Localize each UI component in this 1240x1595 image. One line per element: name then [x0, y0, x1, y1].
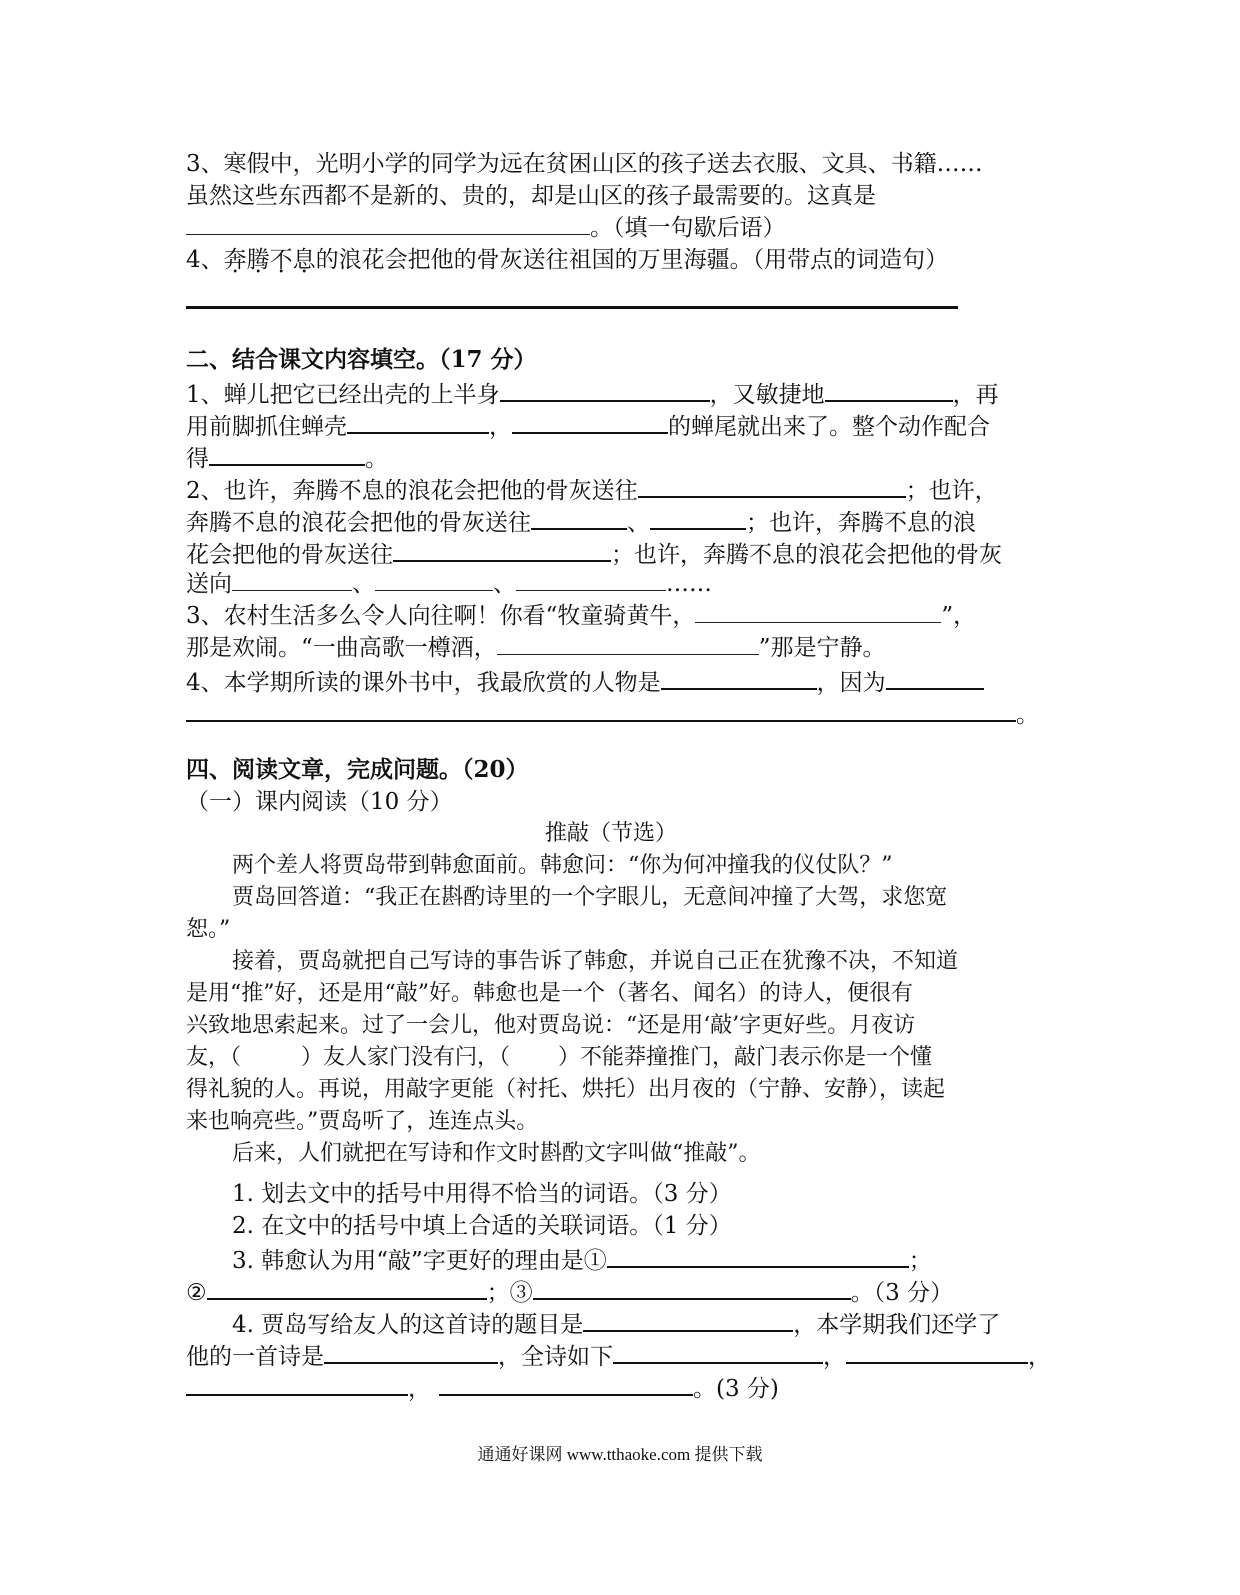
text: 送向	[186, 571, 232, 597]
blank-reason-3[interactable]	[533, 1274, 851, 1300]
article-para	[186, 1042, 1036, 1074]
question-1: 1. 划去文中的括号中用得不恰当的词语。（3 分）	[232, 1181, 732, 1207]
article-para: 两个差人将贾岛带到韩愈面前。韩愈问：“你为何冲撞我的仪仗队？”	[232, 853, 893, 878]
article-title: 推敲（节选）	[544, 821, 677, 846]
text: ；也许，奔腾不息的浪花会把他的骨灰	[611, 542, 1002, 568]
text: ，全诗如下	[498, 1344, 613, 1370]
blank-14[interactable]	[497, 632, 759, 655]
text: 。	[365, 446, 388, 472]
text: 。（3 分）	[850, 1280, 954, 1306]
article-para: 兴致地思索起来。过了一会儿，他对贾岛说：“还是用‘敲’字更好些。月夜访	[186, 1013, 916, 1038]
text: 、	[493, 571, 516, 597]
question-4	[186, 1306, 1036, 1338]
text: 友，（	[186, 1045, 242, 1070]
q3-line-a	[186, 148, 1036, 180]
text: 花会把他的骨灰送往	[186, 542, 393, 568]
p2-line3	[186, 440, 1036, 472]
p2-line11	[186, 696, 1039, 728]
blank-11[interactable]	[375, 568, 493, 591]
text: ；③	[486, 1280, 533, 1306]
text: ”，	[941, 603, 977, 629]
text: ；	[908, 1248, 932, 1274]
blank-5[interactable]	[209, 440, 365, 466]
text: 。(3 分)	[693, 1376, 779, 1402]
text: ，又敏捷地	[709, 382, 825, 408]
question-4-cont	[186, 1338, 1051, 1370]
text: 、	[352, 571, 375, 597]
dotted-char: 奔	[223, 247, 247, 273]
blank-verse-1[interactable]	[613, 1338, 823, 1364]
q3-text-a: 3、寒假中，光明小学的同学为远在贫困山区的孩子送去衣服、文具、书籍……	[186, 151, 983, 177]
p2-line8	[186, 600, 1036, 632]
text: ”那是宁静。	[758, 635, 886, 661]
p2-line5	[186, 504, 1036, 536]
blank-17[interactable]	[186, 696, 1016, 722]
question-4-cont2	[186, 1370, 1036, 1402]
blank-8[interactable]	[650, 504, 746, 530]
blank-15[interactable]	[661, 664, 817, 690]
part2-heading: 二、结合课文内容填空。（17 分）	[186, 346, 537, 373]
text: ，	[408, 1376, 431, 1402]
blank-9[interactable]	[393, 536, 611, 562]
text: ，因为	[816, 670, 886, 696]
question-3	[186, 1242, 1036, 1274]
blank-6[interactable]	[638, 472, 906, 498]
blank-12[interactable]	[516, 568, 666, 591]
q4-line	[186, 244, 1036, 276]
text: 3、农村生活多么令人向往啊！你看“牧童骑黄牛，	[186, 603, 696, 629]
p2-line6	[186, 536, 1036, 568]
text: ②	[186, 1280, 207, 1306]
text: 他的一首诗是	[186, 1344, 324, 1370]
blank-verse-4[interactable]	[439, 1370, 693, 1396]
q3-line-c	[186, 212, 1036, 244]
blank-10[interactable]	[232, 568, 352, 591]
text: 4、本学期所读的课外书中，我最欣赏的人物是	[186, 670, 661, 696]
article-para: 是用“推”好，还是用“敲”好。韩愈也是一个（著名、闻名）的诗人，便很有	[186, 981, 913, 1006]
text: ）友人家门没有闩，（	[301, 1045, 511, 1070]
article-para: 得礼貌的人。再说，用敲字更能（衬托、烘托）出月夜的（宁静、安静），读起	[186, 1077, 946, 1102]
blank-poem-name[interactable]	[324, 1338, 498, 1364]
blank-7[interactable]	[531, 504, 627, 530]
q3-line-b	[186, 180, 1036, 212]
blank-q4-sentence[interactable]	[186, 276, 958, 309]
text: 4. 贾岛写给友人的这首诗的题目是	[232, 1312, 584, 1338]
q3-text-b: 虽然这些东西都不是新的、贵的，却是山区的孩子最需要的。这真是	[186, 183, 876, 209]
article-para: 恕。”	[186, 917, 231, 942]
text: ，	[489, 414, 512, 440]
text: 得	[186, 446, 209, 472]
text: 。	[1016, 702, 1039, 728]
question-3-cont	[186, 1274, 1036, 1306]
text: 1、蝉儿把它已经出壳的上半身	[186, 382, 500, 408]
p2-line4	[186, 472, 1036, 504]
p2-line7	[186, 568, 1036, 600]
blank-poem-title[interactable]	[583, 1306, 793, 1332]
dotted-char: 腾	[246, 247, 270, 273]
text: 的蝉尾就出来了。整个动作配合	[668, 414, 990, 440]
blank-2[interactable]	[825, 376, 953, 402]
text: ，本学期我们还学了	[793, 1312, 1001, 1338]
dotted-char: 息	[292, 247, 316, 273]
text: ，再	[952, 382, 999, 408]
text: 3. 韩愈认为用“敲”字更好的理由是①	[232, 1248, 607, 1274]
article-para: 贾岛回答道：“我正在斟酌诗里的一个字眼儿，无意间冲撞了大驾，求您宽	[232, 885, 948, 910]
text: ；也许，奔腾不息的浪	[746, 510, 976, 536]
text: 、	[627, 510, 650, 536]
text: 用前脚抓住蝉壳	[186, 414, 347, 440]
text: ；也许，	[905, 478, 998, 504]
text: 那是欢闹。“一曲高歌一樽酒，	[186, 635, 497, 661]
part4-heading: 四、阅读文章，完成问题。（20）	[186, 756, 529, 783]
text: ）不能莽撞推门，敲门表示你是一个懂	[558, 1045, 933, 1070]
q4-answer-line	[186, 276, 1036, 322]
q4-prefix: 4、	[186, 247, 224, 273]
article-para: 后来，人们就把在写诗和作文时斟酌文字叫做“推敲”。	[232, 1141, 761, 1166]
q3-text-c: 。（填一句歇后语）	[590, 215, 786, 241]
blank-3[interactable]	[347, 408, 489, 434]
p2-line2	[186, 408, 1036, 440]
part4-subheading: （一）课内阅读（10 分）	[186, 789, 453, 815]
blank-16[interactable]	[886, 664, 984, 690]
q4-suffix: 的浪花会把他的骨灰送往祖国的万里海疆。（用带点的词造句）	[315, 247, 949, 273]
dotted-char: 不	[269, 247, 293, 273]
blank-4[interactable]	[512, 408, 668, 434]
blank-q3[interactable]	[186, 212, 590, 235]
blank-13[interactable]	[695, 600, 941, 623]
text: ，	[1028, 1344, 1051, 1370]
blank-verse-3[interactable]	[186, 1370, 408, 1396]
text: 2、也许，奔腾不息的浪花会把他的骨灰送往	[186, 478, 638, 504]
article-para: 接着，贾岛就把自己写诗的事告诉了韩愈，并说自己正在犹豫不决，不知道	[232, 949, 959, 974]
p2-line10	[186, 664, 1036, 696]
page-footer: 通通好课网 www.tthaoke.com 提供下载	[477, 1445, 763, 1464]
blank-reason-1[interactable]	[607, 1242, 909, 1268]
blank-reason-2[interactable]	[207, 1274, 487, 1300]
text: ，	[823, 1344, 846, 1370]
question-2: 2. 在文中的括号中填上合适的关联词语。（1 分）	[232, 1213, 732, 1239]
blank-1[interactable]	[500, 376, 710, 402]
p2-line9	[186, 632, 1036, 664]
blank-verse-2[interactable]	[846, 1338, 1028, 1364]
text: 奔腾不息的浪花会把他的骨灰送往	[186, 510, 531, 536]
p2-line1	[186, 376, 1036, 408]
exam-page	[186, 148, 1051, 1402]
article-para: 来也响亮些。”贾岛听了，连连点头。	[186, 1109, 539, 1134]
text: ……	[666, 571, 712, 597]
